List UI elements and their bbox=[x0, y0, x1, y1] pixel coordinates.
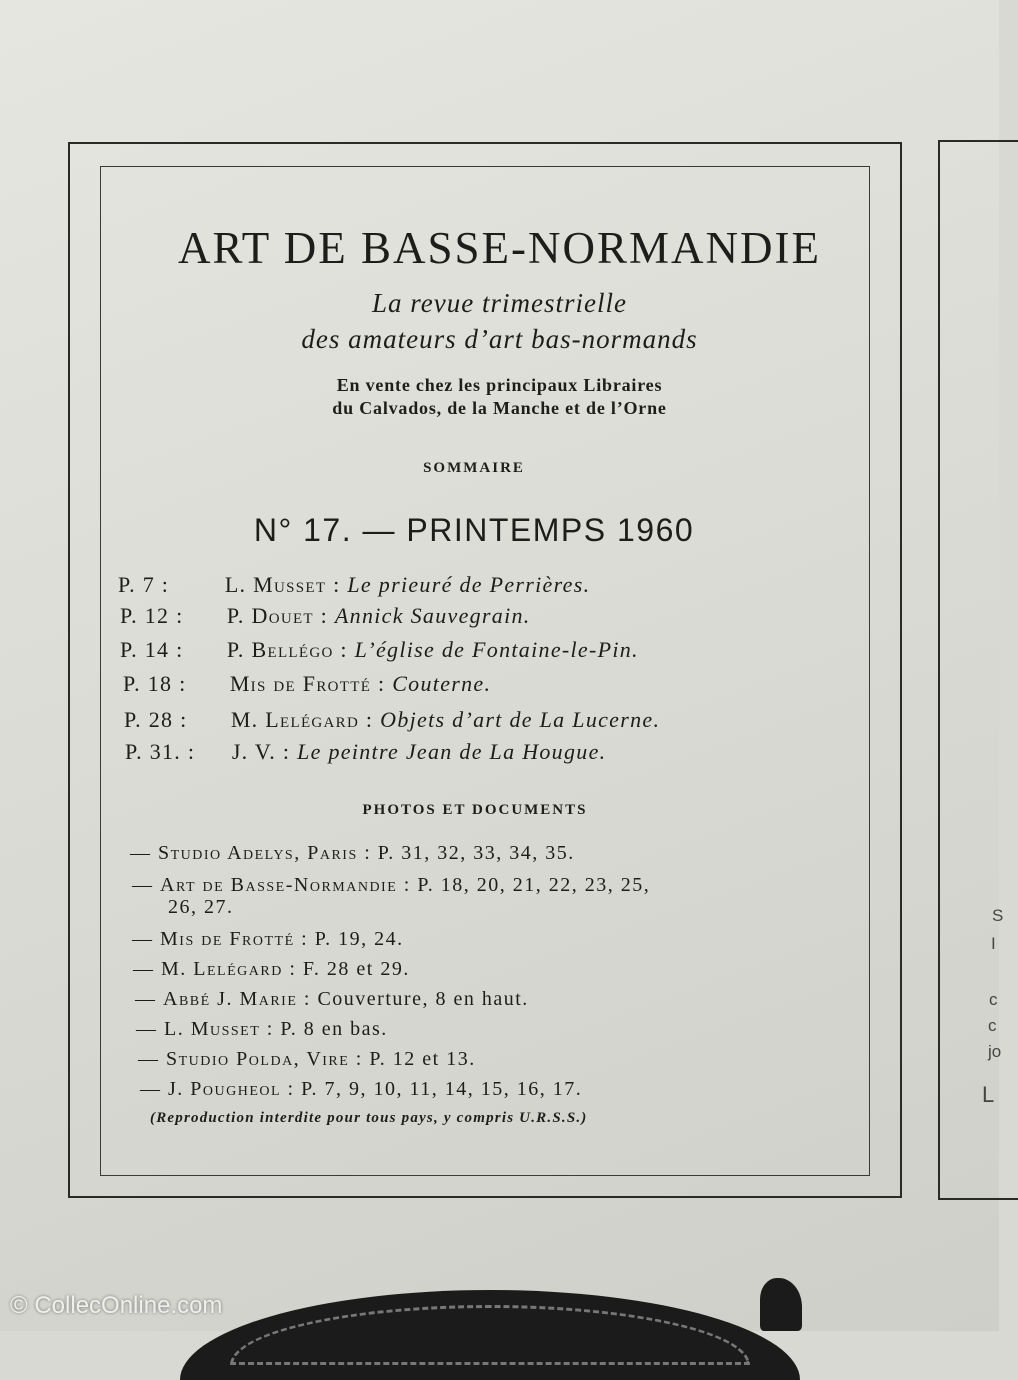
toc-title: Annick Sauvegrain. bbox=[334, 603, 531, 628]
photo-credit: M. Lelégard : bbox=[161, 958, 297, 980]
photo-pages: P. 12 et 13. bbox=[369, 1048, 476, 1070]
toc-page: P. 31. : bbox=[125, 739, 196, 764]
photo-credit: Studio Polda, Vire : bbox=[166, 1048, 363, 1070]
photo-credit: J. Pougheol : bbox=[168, 1078, 295, 1100]
toc-author: L. Musset : bbox=[224, 572, 341, 597]
dash: — bbox=[136, 1018, 158, 1040]
photo-pages-continuation: 26, 27. bbox=[168, 896, 234, 918]
dash: — bbox=[130, 842, 152, 864]
toc-author: P. Douet : bbox=[226, 603, 329, 628]
toc-title: Couterne. bbox=[392, 671, 492, 696]
sales-note-line-2: du Calvados, de la Manche et de l’Orne bbox=[332, 398, 667, 418]
sommaire-heading: SOMMAIRE bbox=[423, 460, 525, 476]
photo-credit-row bbox=[132, 874, 650, 897]
adjacent-page-letter: L bbox=[982, 1082, 995, 1107]
toc-item bbox=[123, 671, 491, 697]
photo-pages: P. 8 en bas. bbox=[280, 1018, 388, 1040]
photo-credit: Studio Adelys, Paris : bbox=[158, 842, 372, 864]
adjacent-page-letter: c bbox=[989, 990, 998, 1009]
photo-credit-row bbox=[130, 842, 575, 865]
adjacent-page-letter: jo bbox=[988, 1042, 1002, 1061]
toc-item bbox=[124, 707, 660, 733]
toc-title: L’église de Fontaine-le-Pin. bbox=[354, 637, 639, 662]
photo-credit: Art de Basse-Normandie : bbox=[160, 874, 411, 896]
photo-pages: Couverture, 8 en haut. bbox=[317, 988, 529, 1010]
dash: — bbox=[132, 874, 154, 896]
toc-item bbox=[120, 637, 639, 663]
issue-number: N° 17. — PRINTEMPS 1960 bbox=[253, 512, 695, 548]
photo-pages: F. 28 et 29. bbox=[302, 958, 410, 980]
toc-page: P. 18 : bbox=[123, 671, 187, 696]
photo-credit-row bbox=[138, 1048, 476, 1071]
magazine-subtitle-line-1: La revue trimestrielle bbox=[372, 288, 627, 318]
toc-page: P. 7 : bbox=[118, 572, 170, 597]
photo-pages: P. 19, 24. bbox=[314, 928, 404, 950]
adjacent-page-letter: I bbox=[991, 934, 996, 953]
sales-note-line-1: En vente chez les principaux Libraires bbox=[336, 375, 663, 395]
photo-pages: P. 7, 9, 10, 11, 14, 15, 16, 17. bbox=[301, 1078, 583, 1100]
dash: — bbox=[138, 1048, 160, 1070]
dash: — bbox=[133, 958, 155, 980]
toc-author: P. Bellégo : bbox=[226, 637, 348, 662]
toc-item bbox=[118, 572, 590, 598]
toc-item bbox=[125, 739, 606, 765]
watermark: © CollecOnline.com bbox=[10, 1292, 223, 1319]
toc-author: Mis de Frotté : bbox=[229, 671, 386, 696]
photo-credit-row bbox=[136, 1018, 388, 1041]
photo-credit-row bbox=[133, 958, 410, 981]
photo-credit: L. Musset : bbox=[164, 1018, 274, 1040]
reproduction-note: (Reproduction interdite pour tous pays, y compris U.R.S.S.) bbox=[150, 1110, 588, 1126]
toc-title: Le prieuré de Perrières. bbox=[347, 572, 591, 597]
photo-credit: Mis de Frotté : bbox=[160, 928, 309, 950]
toc-title: Le peintre Jean de La Hougue. bbox=[297, 739, 607, 764]
photo-credit-row bbox=[135, 988, 529, 1011]
toc-page: P. 12 : bbox=[120, 603, 184, 628]
toc-author: J. V. : bbox=[231, 739, 291, 764]
photo-credit-row bbox=[132, 928, 404, 951]
toc-item bbox=[120, 603, 531, 629]
photo-pages: P. 31, 32, 33, 34, 35. bbox=[377, 842, 575, 864]
toc-page: P. 28 : bbox=[124, 707, 188, 732]
adjacent-page-letter: c bbox=[988, 1016, 997, 1035]
magazine-subtitle-line-2: des amateurs d’art bas-normands bbox=[301, 324, 698, 354]
toc-title: Objets d’art de La Lucerne. bbox=[380, 707, 661, 732]
photos-heading: PHOTOS ET DOCUMENTS bbox=[362, 802, 588, 818]
dash: — bbox=[132, 928, 154, 950]
dash: — bbox=[135, 988, 157, 1010]
magazine-title: ART DE BASSE-NORMANDIE bbox=[178, 223, 821, 273]
photo-credit-row bbox=[140, 1078, 582, 1101]
photo-pages: P. 18, 20, 21, 22, 23, 25, bbox=[417, 874, 651, 896]
adjacent-page-letter: S bbox=[992, 906, 1004, 925]
dash: — bbox=[140, 1078, 162, 1100]
photo-credit: Abbé J. Marie : bbox=[163, 988, 311, 1010]
toc-page: P. 14 : bbox=[120, 637, 184, 662]
toc-author: M. Lelégard : bbox=[230, 707, 374, 732]
